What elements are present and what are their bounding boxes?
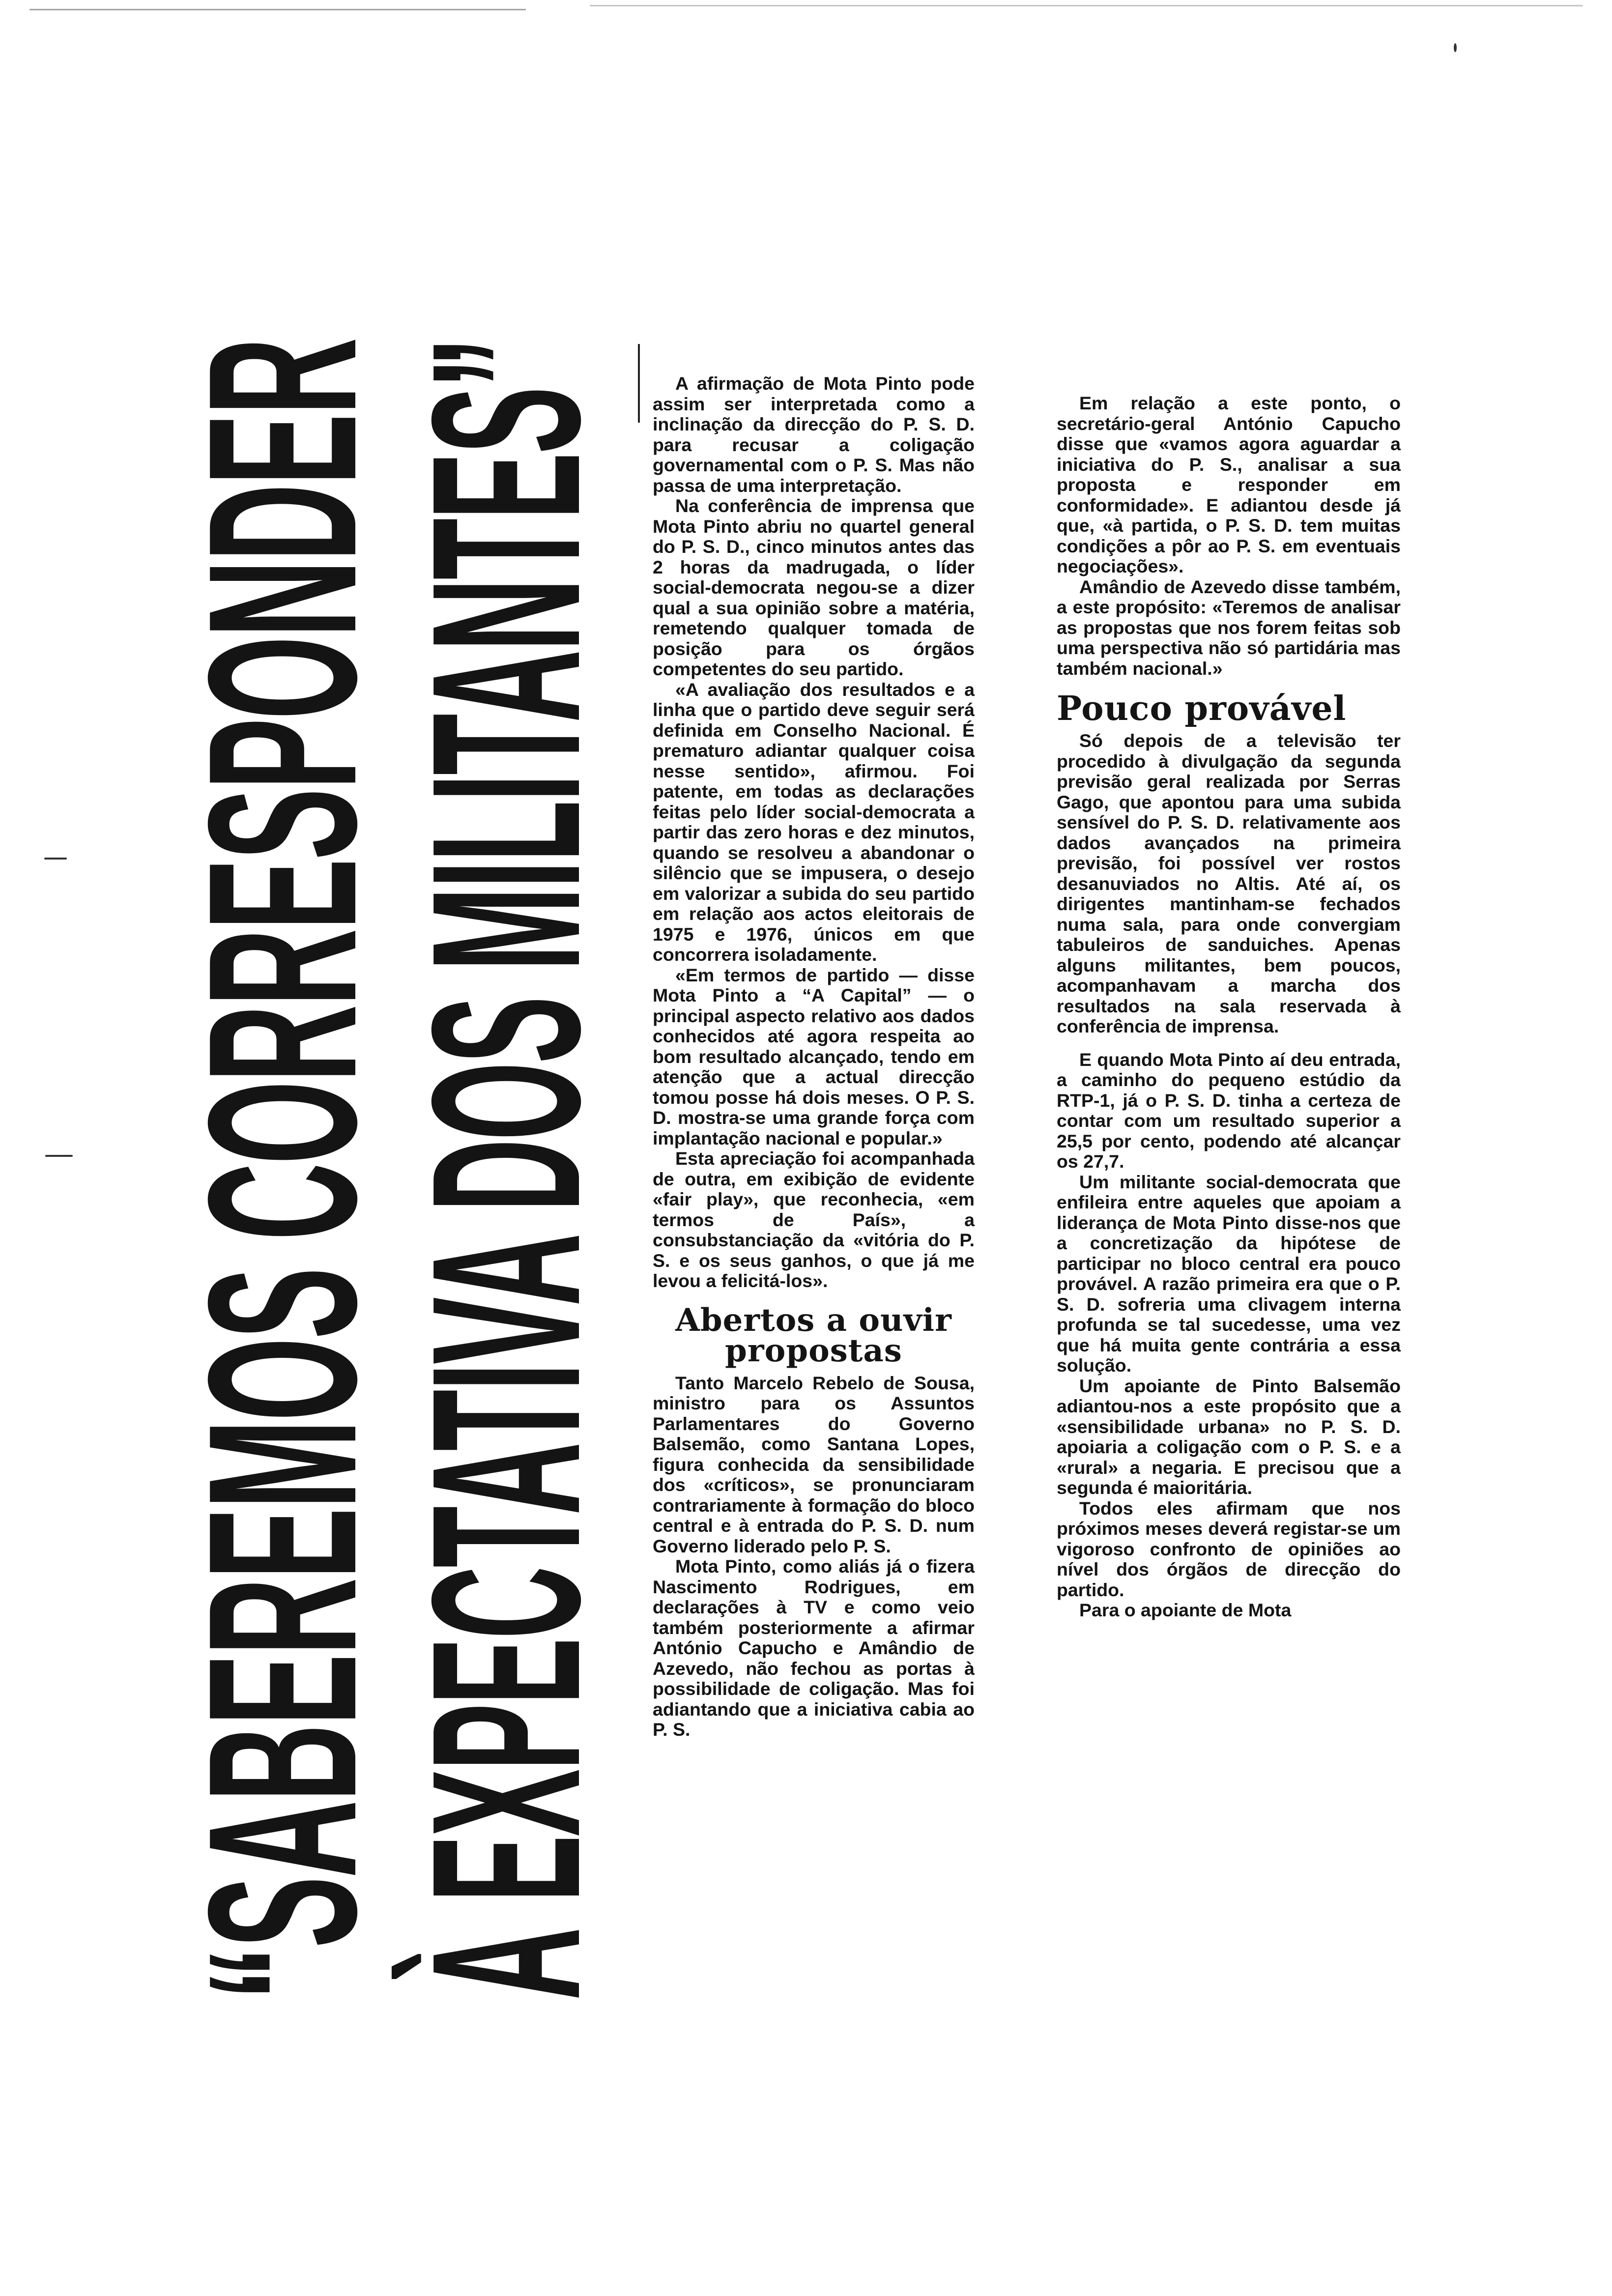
article-column-middle [653,373,975,1740]
column-separator [638,344,640,423]
paragraph: Esta apreciação foi acompanhada de outra, em exibição de evidente «fair play», que reconhecia, «em termos de País», a consubstanciação da «vitória do P. S. e os seus ganhos, o que já me levou a felicitá-los». [653,1148,975,1291]
subheading-abertos: Abertos a ouvir propostas [675,1301,952,1369]
paragraph: Tanto Marcelo Rebelo de Sousa, ministro para os Assuntos Parlamentares do Governo Balsemão, como Santana Lopes, figura conhecida da sensibilidade dos «críticos», se pronunciaram contrariamente à formação do bloco central e à entrada do P. S. D. num Governo liderado pelo P. S. [653,1372,975,1556]
scan-speck [1454,43,1457,52]
paragraph: A afirmação de Mota Pinto pode assim ser interpretada como a inclinação da direcção do P. S. D. para recusar a coligação governamental com o P. S. Mas não passa de uma interpretação. [653,373,975,496]
headline-line-2 [388,339,624,2000]
paragraph: «A avaliação dos resultados e a linha que o partido deve seguir será definida em Conselho Nacional. É prematuro adiantar qualquer coisa nesse sentido», afirmou. Foi patente, em todas as declarações feitas pelo líder social-democrata a partir das zero horas e dez minutos, quando se resolveu a abandonar o silêncio que se impusera, o desejo em valorizar a subida do seu partido em relação aos actos eleitorais de 1975 e 1976, únicos em que concorrera isoladamente. [653,679,975,965]
paragraph: Um apoiante de Pinto Balsemão adiantou-nos a este propósito que a «sensibilidade urbana» no P. S. D. apoiaria a coligação com o P. S. e a «rural» a negaria. E precisou que a segunda é maioritária. [1057,1375,1401,1498]
scan-edge-line-right [590,5,1583,6]
subheading-pouco-provavel: Pouco provável [1057,689,1347,728]
paragraph: Em relação a este ponto, o secretário-geral António Capucho disse que «vamos agora aguardar a iniciativa do P. S., analisar a sua proposta e responder em conformidade». E adiantou desde já que, «à partida, o P. S. D. tem muitas condições a pôr ao P. S. em eventuais negociações». [1057,393,1401,576]
paragraph: Todos eles afirmam que nos próximos meses deverá registar-se um vigoroso confronto de opiniões ao nível dos órgãos de direcção do partido. [1057,1497,1401,1600]
scan-edge-line-left [29,9,526,10]
scan-speck [44,858,67,860]
paragraph: «Em termos de partido — disse Mota Pinto a “A Capital” — o principal aspecto relativo aos dados conhecidos até agora respeita ao bom resultado alcançado, tendo em atenção que a actual direcção tomou posse há dois meses. O P. S. D. mostra-se uma grande força com implantação nacional e popular.» [653,964,975,1148]
paragraph: Na conferência de imprensa que Mota Pinto abriu no quartel general do P. S. D., cinco minutos antes das 2 horas da madrugada, o líder social-democrata negou-se a dizer qual a sua opinião sobre a matéria, remetendo qualquer tomada de posição para os órgãos competentes do seu partido. [653,495,975,679]
paragraph: Só depois de a televisão ter procedido à divulgação da segunda previsão geral realizada por Serras Gago, que apontou para uma subida sensível do P. S. D. relativamente aos dados avançados na primeira previsão, foi possível ver rostos desanuviados no Altis. Até aí, os dirigentes mantinham-se fechados numa sala, para onde convergiam tabuleiros de sanduiches. Apenas alguns militantes, bem poucos, acompanhavam a marcha dos resultados na sala reservada à conferência de imprensa. [1057,730,1401,1036]
scan-speck [45,1155,73,1157]
paragraph: Um militante social-democrata que enfileira entre aqueles que apoiam a liderança de Mota Pinto disse-nos que a concretização da hipótese de participar no bloco central era pouco provável. A razão primeira era que o P. S. D. sofreria uma clivagem interna profunda se tal sucedesse, uma vez que há muita gente contrária a essa solução. [1057,1171,1401,1376]
paragraph: Para o apoiante de Mota [1079,1600,1292,1620]
headline-line-1 [165,339,401,2000]
headline-line-1-text: “SABEREMOS CORRESPONDER [165,339,401,2000]
paragraph: Amândio de Azevedo disse também, a este propósito: «Teremos de analisar as propostas que nos forem feitas sob uma perspectiva não só partidária mas também nacional.» [1057,576,1401,679]
headline [165,339,624,2000]
headline-line-2-text: À EXPECTATIVA DOS MILITANTES” [388,339,624,2000]
paragraph: E quando Mota Pinto aí deu entrada, a caminho do pequeno estúdio da RTP-1, já o P. S. D. tinha a certeza de contar com um resultado superior a 25,5 por cento, podendo até alcançar os 27,7. [1057,1049,1401,1172]
paragraph: Mota Pinto, como aliás já o fizera Nascimento Rodrigues, em declarações à TV e como veio também posteriormente a afirmar António Capucho e Amândio de Azevedo, não fechou as portas à possibilidade de coligação. Mas foi adiantando que a iniciativa cabia ao P. S. [653,1556,975,1740]
paragraph-gap [1057,1037,1401,1050]
article-column-right [1057,393,1401,1621]
